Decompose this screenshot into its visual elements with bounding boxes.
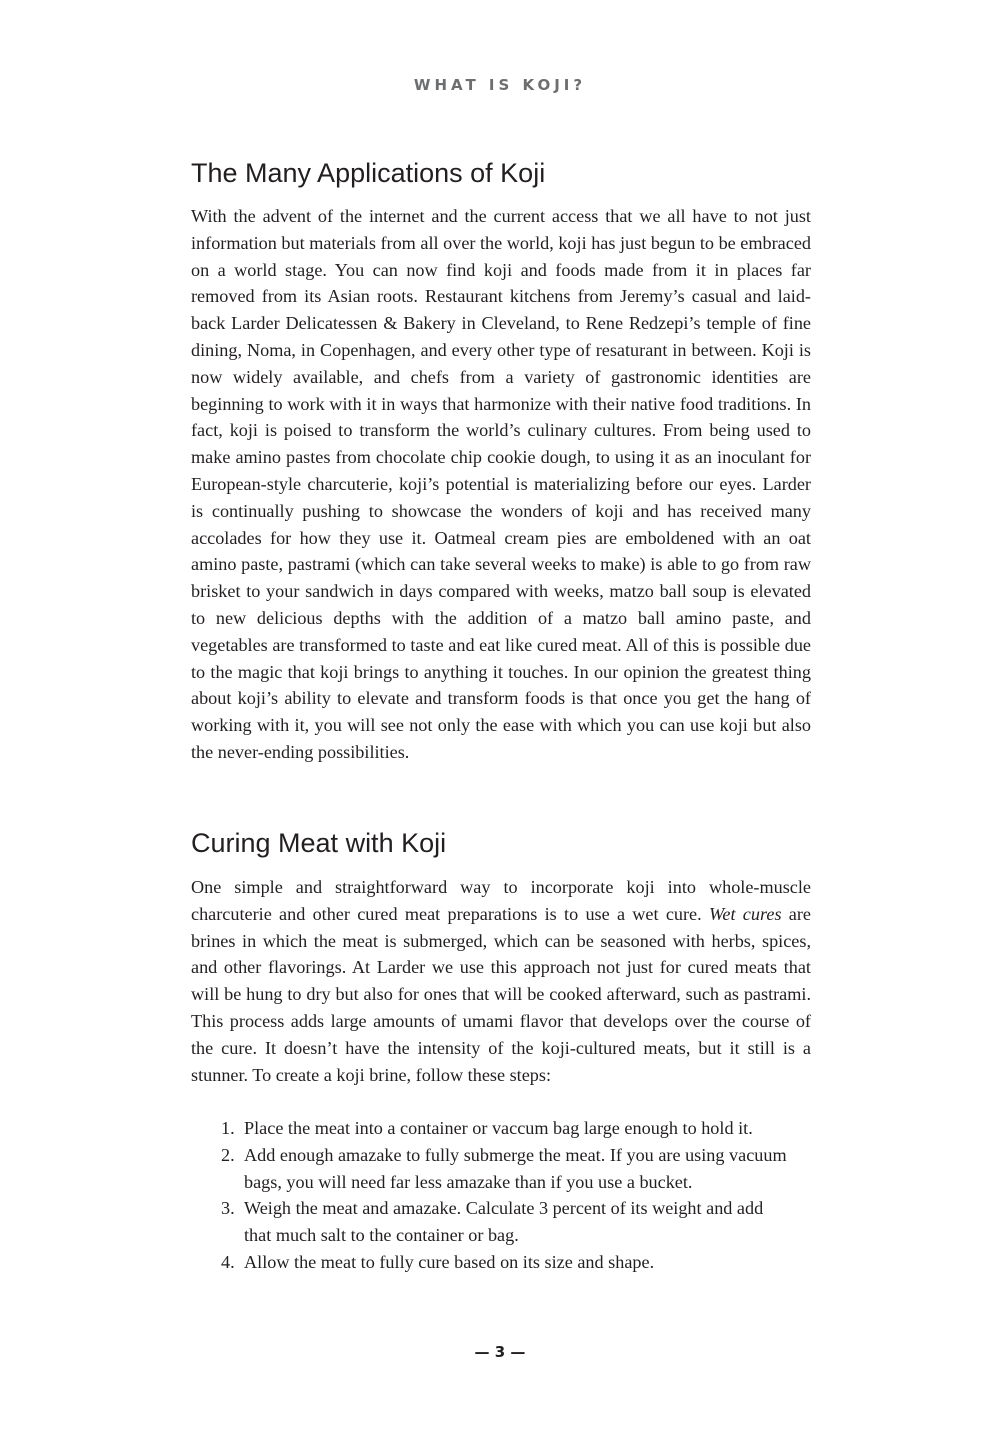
step-text: Add enough amazake to fully submerge the meat. If you are using vacuum bags, you will need far less amazake than if you use a bucket. [244,1144,787,1192]
step-number: 3. [221,1198,235,1219]
step-number: 4. [221,1251,235,1272]
list-item [191,1249,791,1276]
step-text: Allow the meat to fully cure based on its size and shape. [244,1251,655,1272]
brine-steps-list [191,1115,791,1276]
curing-paragraph-text-1: One simple and straightforward way to incorporate koji into whole-muscle charcuterie and other cured meat preparations is to use a wet cure. [191,877,811,924]
page-number: — 3 — [474,1343,526,1361]
curing-paragraph [191,874,811,1088]
running-head: WHAT IS KOJI? [413,76,587,94]
step-text: Weigh the meat and amazake. Calculate 3 percent of its weight and add that much salt to the container or bag. [244,1198,764,1246]
curing-paragraph-text-2: are brines in which the meat is submerged, which can be seasoned with herbs, spices, and other flavorings. At Larder we use this approach not just for cured meats that will be hung to dry but also for ones that will be cooked afterward, such as pastrami. This process adds large amounts of umami flavor that develops over the course of the cure. It doesn’t have the intensity of the koji-cultured meats, but it still is a stunner. To create a koji brine, follow these steps: [191,903,812,1085]
section-heading-applications: The Many Applications of Koji [191,158,546,188]
section-heading-curing: Curing Meat with Koji [191,828,447,858]
step-number: 1. [221,1118,235,1138]
step-text: Place the meat into a container or vaccum bag large enough to hold it. [244,1118,753,1138]
list-item [191,1142,791,1196]
list-item [191,1195,791,1249]
applications-paragraph: With the advent of the internet and the current access that we all have to not just information but materials from all over the world, koji has just begun to be embraced on a world stage. You can now find koji and foods made from it in places far removed from its Asian roots. Restaurant kitchens from Jeremy’s casual and laid-back Larder Delicatessen & Bakery in Cleveland, to Rene Redzepi’s temple of fine dining, Noma, in Copenhagen, and every other type of resaturant in between. Koji is now widely available, and chefs from a variety of gastronomic identities are beginning to work with it in ways that harmonize with their native food traditions. In fact, koji is poised to transform the world’s culinary cultures. From being used to make amino pastes from chocolate chip cookie dough, to using it as an inoculant for European-style charcuterie, koji’s potential is materializing before our eyes. Larder is continually pushing to showcase the wonders of koji and has received many accolades for how they use it. Oatmeal cream pies are emboldened with an oat amino paste, pastrami (which can take several weeks to make) is able to go from raw brisket to your sandwich in days compared with weeks, matzo ball soup is elevated to new delicious depths with the addition of a matzo ball amino paste, and vegetables are transformed to taste and eat like cured meat. All of this is possible due to the magic that koji brings to anything it touches. In our opinion the greatest thing about koji’s ability to elevate and transform foods is that once you get the hang of working with it, you will see not only the ease with which you can use koji but also the never-ending possibilities. [191,206,811,762]
step-number: 2. [221,1144,235,1165]
wet-cures-term: Wet cures [708,903,782,924]
list-item [191,1115,791,1142]
